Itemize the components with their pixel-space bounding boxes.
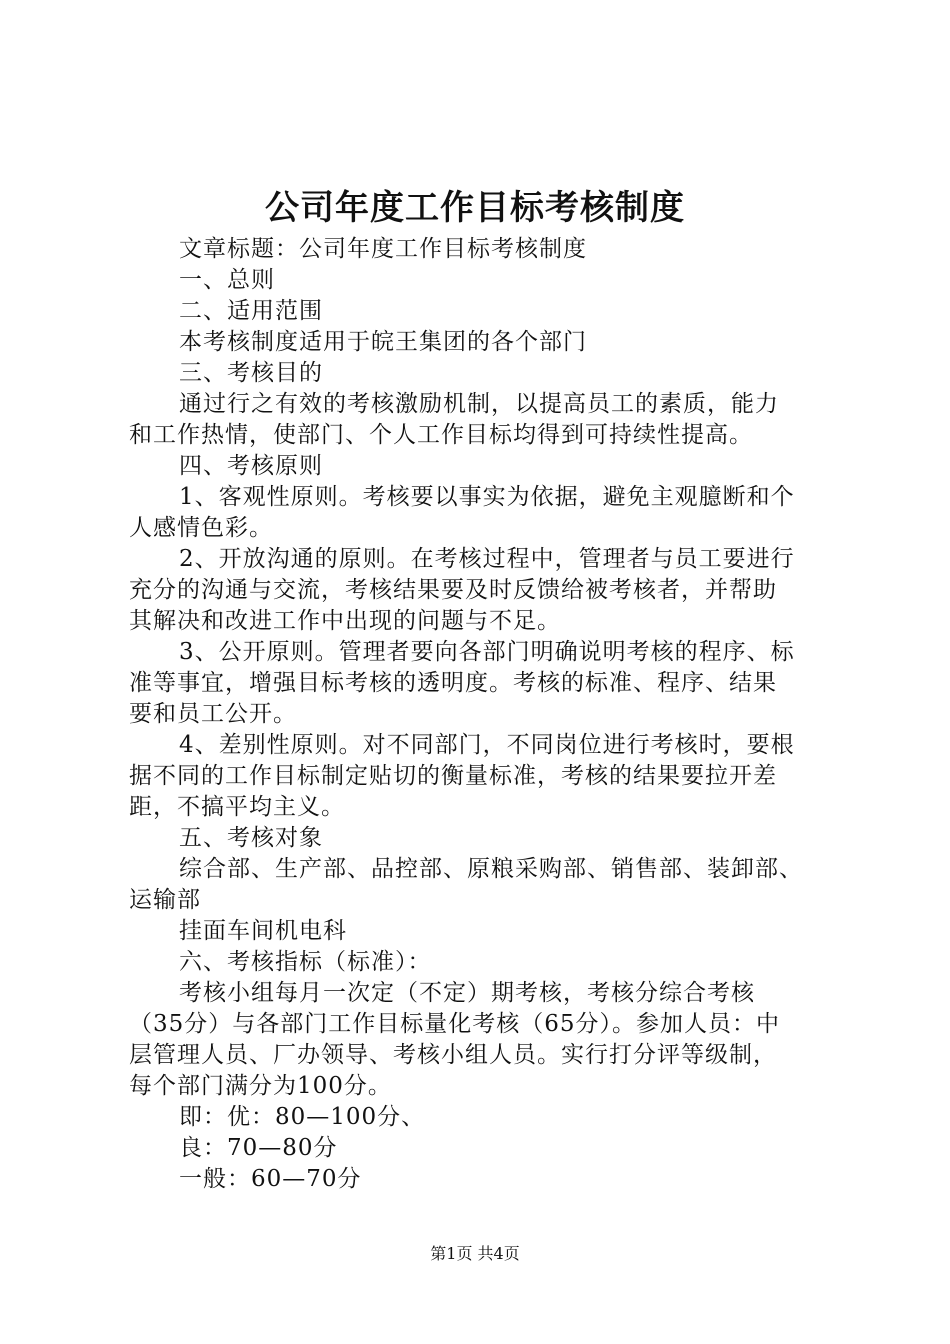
paragraph-line: 每个部门满分为100分。 bbox=[129, 1073, 392, 1099]
paragraph-line: 据不同的工作目标制定贴切的衡量标准，考核的结果要拉开差 bbox=[129, 763, 777, 789]
paragraph-line: 考核小组每月一次定（不定）期考核，考核分综合考核 bbox=[179, 980, 755, 1006]
paragraph-line: 充分的沟通与交流，考核结果要及时反馈给被考核者，并帮助 bbox=[129, 577, 777, 603]
document-body bbox=[129, 234, 835, 1195]
paragraph-line: 3、公开原则。管理者要向各部门明确说明考核的程序、标 bbox=[179, 639, 795, 665]
article-title-line: 文章标题：公司年度工作目标考核制度 bbox=[179, 236, 587, 262]
document-title: 公司年度工作目标考核制度 bbox=[265, 188, 685, 228]
section-heading: 二、适用范围 bbox=[179, 298, 323, 324]
paragraph-line: 要和员工公开。 bbox=[129, 701, 297, 727]
paragraph-line: 通过行之有效的考核激励机制，以提高员工的素质，能力 bbox=[179, 391, 779, 417]
page-footer: 第1页 共4页 bbox=[430, 1244, 520, 1263]
paragraph-line: 准等事宜，增强目标考核的透明度。考核的标准、程序、结果 bbox=[129, 670, 777, 696]
paragraph-line: 层管理人员、厂办领导、考核小组人员。实行打分评等级制， bbox=[129, 1042, 777, 1068]
paragraph-line: 挂面车间机电科 bbox=[179, 918, 347, 944]
paragraph-line: 和工作热情，使部门、个人工作目标均得到可持续性提高。 bbox=[129, 422, 753, 448]
section-heading: 三、考核目的 bbox=[179, 360, 323, 386]
paragraph-line: 4、差别性原则。对不同部门，不同岗位进行考核时，要根 bbox=[179, 732, 795, 758]
paragraph-line: 综合部、生产部、品控部、原粮采购部、销售部、装卸部、 bbox=[179, 856, 803, 882]
paragraph-line: 2、开放沟通的原则。在考核过程中，管理者与员工要进行 bbox=[179, 546, 795, 572]
paragraph-line: （35分）与各部门工作目标量化考核（65分）。参加人员：中 bbox=[129, 1011, 781, 1037]
paragraph-line: 距，不搞平均主义。 bbox=[129, 794, 345, 820]
paragraph-line: 本考核制度适用于皖王集团的各个部门 bbox=[179, 329, 587, 355]
paragraph-line: 其解决和改进工作中出现的问题与不足。 bbox=[129, 608, 561, 634]
grade-line: 良：70—80分 bbox=[179, 1135, 338, 1161]
grade-line: 一般：60—70分 bbox=[179, 1166, 362, 1192]
paragraph-line: 人感情色彩。 bbox=[129, 515, 273, 541]
paragraph-line: 1、客观性原则。考核要以事实为依据，避免主观臆断和个 bbox=[179, 484, 795, 510]
paragraph-line: 运输部 bbox=[129, 887, 201, 913]
section-heading: 四、考核原则 bbox=[179, 453, 323, 479]
section-heading: 一、总则 bbox=[179, 267, 275, 293]
section-heading: 六、考核指标（标准）： bbox=[179, 949, 432, 975]
grade-line: 即：优：80—100分、 bbox=[179, 1104, 426, 1130]
section-heading: 五、考核对象 bbox=[179, 825, 323, 851]
